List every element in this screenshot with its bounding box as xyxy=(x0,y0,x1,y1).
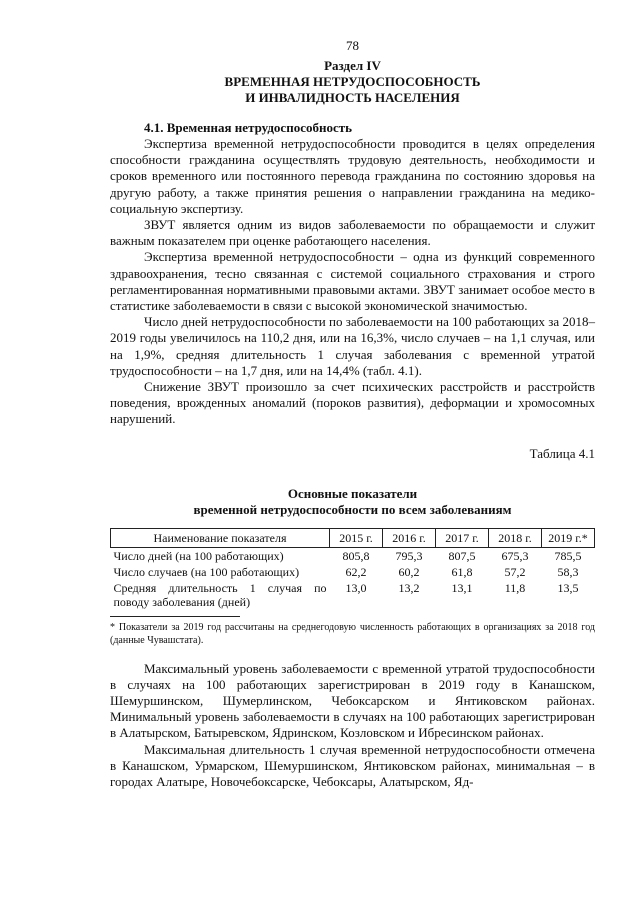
paragraph: Экспертиза временной нетрудоспособности – одна из функций современного здравоохранения, тесно связанная с системой социального страхования и строго регламентированная нормативными правовыми актами. ЗВУТ занимает особое место в статистике заболеваемости в связи с высокой экономической значимостью. xyxy=(110,249,595,314)
spacer xyxy=(110,647,595,661)
table-cell: 57,2 xyxy=(504,564,526,579)
table-cell: 785,5 xyxy=(554,548,582,563)
page-content xyxy=(110,38,595,790)
table-cell: 795,3 xyxy=(395,548,423,563)
page-number: 78 xyxy=(346,38,359,53)
paragraph: Максимальная длительность 1 случая временной нетрудоспособности отмечена в Канашском, Урмарском, Шемуршинском, Янтиковском районах, минимальная – в городах Алатыре, Новочебоксарске, Чебоксары, Алатырском, Яд- xyxy=(110,741,595,790)
column-header: Наименование показателя xyxy=(111,528,330,547)
column-header: 2016 г. xyxy=(383,528,436,547)
paragraph: Экспертиза временной нетрудоспособности проводится в целях определения способности гражданина осуществлять трудовую деятельность, необходимости и сроков временного или постоянного перевода гражданина по состоянию здоровья на другую работу, а также принятия решения о направлении гражданина на медико-социальную экспертизу. xyxy=(110,136,595,216)
row-name: Число случаев (на 100 работающих) xyxy=(113,564,300,579)
footnote-divider xyxy=(110,616,240,617)
section-title-line2: И ИНВАЛИДНОСТЬ НАСЕЛЕНИЯ xyxy=(245,90,460,105)
paragraph: ЗВУТ является одним из видов заболеваемости по обращаемости и служит важным показателем при оценке работающего населения. xyxy=(110,217,595,249)
column-header: 2019 г.* xyxy=(542,528,595,547)
row-name: Число дней (на 100 работающих) xyxy=(113,548,284,563)
table-row xyxy=(111,547,595,564)
table-row xyxy=(111,580,595,610)
table-cell: 13,1 xyxy=(451,580,473,595)
table-cell: 13,0 xyxy=(345,580,367,595)
subsection-title: 4.1. Временная нетрудоспособность xyxy=(144,120,352,135)
column-header: 2015 г. xyxy=(330,528,383,547)
table-cell: 13,5 xyxy=(557,580,579,595)
row-name: Средняя длительность 1 случая по поводу заболевания (дней) xyxy=(113,580,327,609)
table-header-row xyxy=(111,528,595,547)
table-row xyxy=(111,564,595,580)
paragraph: Снижение ЗВУТ произошло за счет психических расстройств и расстройств поведения, врожденных аномалий (пороков развития), деформации и хромосомных нарушений. xyxy=(110,379,595,427)
indicators-table xyxy=(110,528,595,610)
table-cell: 62,2 xyxy=(345,564,367,579)
table-cell: 675,3 xyxy=(501,548,529,563)
table-title xyxy=(110,486,595,518)
table-title-line1: Основные показатели xyxy=(287,485,418,501)
table-cell: 805,8 xyxy=(342,548,370,563)
table-cell: 60,2 xyxy=(398,564,420,579)
table-cell: 807,5 xyxy=(448,548,476,563)
table-cell: 13,2 xyxy=(398,580,420,595)
column-header: 2018 г. xyxy=(489,528,542,547)
paragraph: Число дней нетрудоспособности по заболеваемости на 100 работающих за 2018–2019 годы увеличилось на 110,2 дня, или на 16,3%, число случаев – на 1,1 случая, или на 1,9%, средняя длительность 1 случая заболевания с временной утратой трудоспособности – на 1,7 дня, или на 14,4% (табл. 4.1). xyxy=(110,314,595,378)
table-title-line2: временной нетрудоспособности по всем заболеваниям xyxy=(193,501,512,517)
section-title-line1: ВРЕМЕННАЯ НЕТРУДОСПОСОБНОСТЬ xyxy=(224,74,481,89)
table-cell: 61,8 xyxy=(451,564,473,579)
paragraph: Максимальный уровень заболеваемости с временной утратой трудоспособности в случаях на 100 работающих зарегистрирован в 2019 году в Канашском, Шемуршинском, Шумерлинском, Чебоксарском и Янтиковском районах. Минимальный уровень заболеваемости в случаях на 100 работающих зарегистрирован в Алатырском, Батыревском, Ядринском, Козловском и Ибресинском районах. xyxy=(110,660,595,741)
column-header: 2017 г. xyxy=(436,528,489,547)
section-label: Раздел IV xyxy=(324,58,381,73)
table-cell: 58,3 xyxy=(557,564,579,579)
table-cell: 11,8 xyxy=(504,580,526,595)
table-footnote: * Показатели за 2019 год рассчитаны на среднегодовую численность работающих в организациях за 2018 год (данные Чувашстата). xyxy=(110,621,595,646)
table-label: Таблица 4.1 xyxy=(529,445,595,461)
